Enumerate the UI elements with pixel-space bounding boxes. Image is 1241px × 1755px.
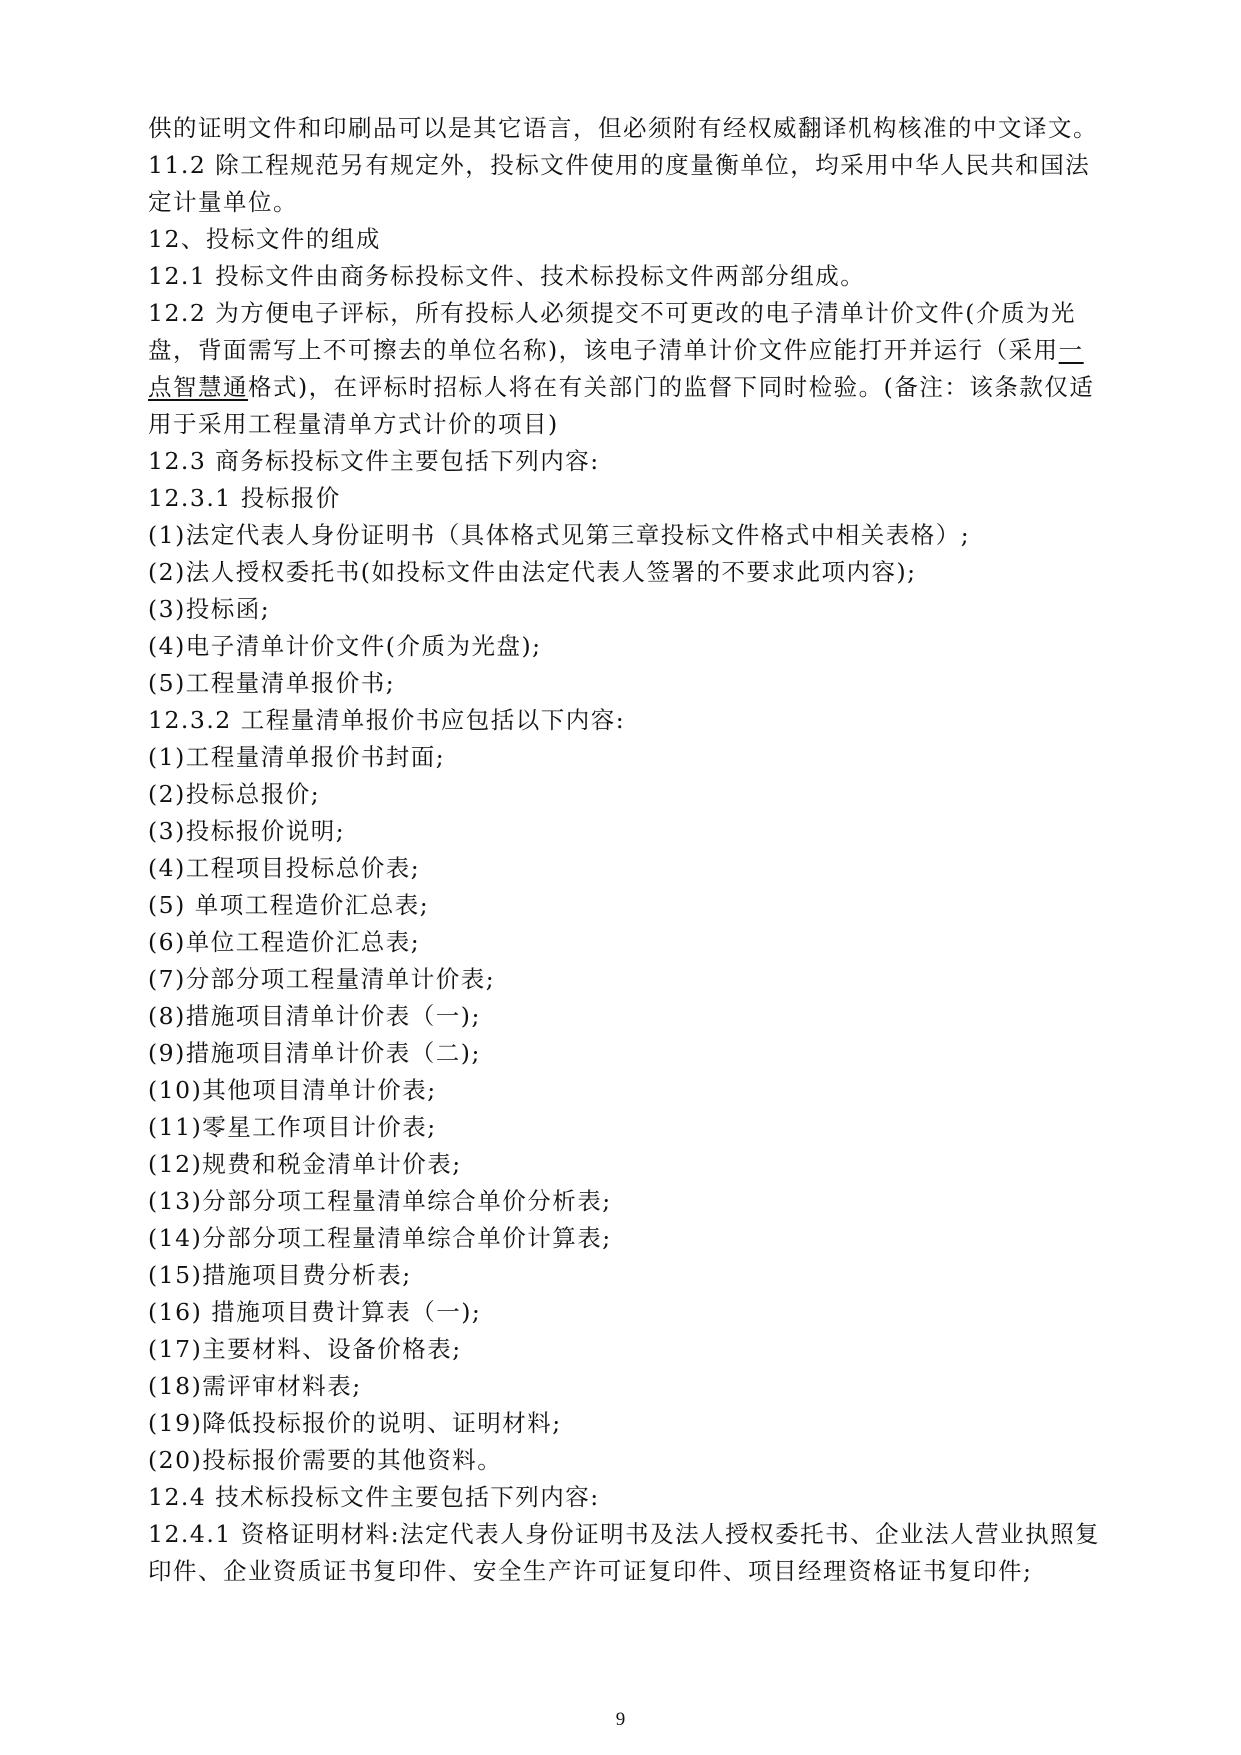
list-item: (4)工程项目投标总价表; [148,854,421,882]
list-item: 12.4.1 资格证明材料:法定代表人身份证明书及法人授权委托书、企业法人营业执照复印件、企业资质证书复印件、安全生产许可证复印件、项目经理资格证书复印件; [148,1520,1101,1585]
list-item: (19)降低投标报价的说明、证明材料; [148,1409,562,1437]
list-item: 12.4 技术标投标文件主要包括下列内容: [148,1483,600,1511]
list-item: (13)分部分项工程量清单综合单价分析表; [148,1187,612,1215]
list-item: 12.3.2 工程量清单报价书应包括以下内容: [148,706,626,734]
list-item: (9)措施项目清单计价表（二); [148,1039,481,1067]
list-item: (12)规费和税金清单计价表; [148,1150,462,1178]
list-item: 12.3 商务标投标文件主要包括下列内容: [148,447,600,475]
list-item: (3)投标函; [148,595,271,623]
section-heading: 12、投标文件的组成 [148,225,381,253]
paragraph-12-2 [148,295,1108,443]
document-body [148,110,1108,1590]
list-item: (6)单位工程造价汇总表; [148,928,421,956]
list-item: (7)分部分项工程量清单计价表; [148,965,496,993]
page-number: 9 [615,1709,626,1730]
list-item: (18)需评审材料表; [148,1372,362,1400]
list-item: (20)投标报价需要的其他资料。 [148,1446,503,1474]
list-item: (3)投标报价说明; [148,817,346,845]
list-item: (10)其他项目清单计价表; [148,1076,437,1104]
list-item: (4)电子清单计价文件(介质为光盘); [148,632,542,660]
list-item: (5) 单项工程造价汇总表; [148,891,430,919]
list-item: (14)分部分项工程量清单综合单价计算表; [148,1224,612,1252]
list-item: (1)法定代表人身份证明书（具体格式见第三章投标文件格式中相关表格）; [148,521,971,549]
paragraph: 12.1 投标文件由商务标投标文件、技术标投标文件两部分组成。 [148,262,866,290]
list-item: (5)工程量清单报价书; [148,669,396,697]
list-item: (11)零星工作项目计价表; [148,1113,437,1141]
paragraph: 11.2 除工程规范另有规定外，投标文件使用的度量衡单位，均采用中华人民共和国法定计量单位。 [148,151,1091,216]
paragraph: 供的证明文件和印刷品可以是其它语言，但必须附有经权威翻译机构核准的中文译文。 [148,114,1098,142]
list-item: (1)工程量清单报价书封面; [148,743,446,771]
list-item: (17)主要材料、设备价格表; [148,1335,462,1363]
paragraph-text: 格式)，在评标时招标人将在有关部门的监督下同时检验。(备注：该条款仅适用于采用工程量清单方式计价的项目) [148,373,1095,438]
list-item: (2)法人授权委托书(如投标文件由法定代表人签署的不要求此项内容); [148,558,917,586]
list-item: (8)措施项目清单计价表（一); [148,1002,481,1030]
paragraph-text: 12.2 为方便电子评标，所有投标人必须提交不可更改的电子清单计价文件(介质为光盘，背面需写上不可擦去的单位名称)，该电子清单计价文件应能打开并运行（采用 [148,299,1076,364]
list-item: (16) 措施项目费计算表（一); [148,1298,482,1326]
list-item: (15)措施项目费分析表; [148,1261,412,1289]
list-item: 12.3.1 投标报价 [148,484,341,512]
underlined-software-name: 一点智慧通 [148,336,1084,401]
list-item: (2)投标总报价; [148,780,321,808]
